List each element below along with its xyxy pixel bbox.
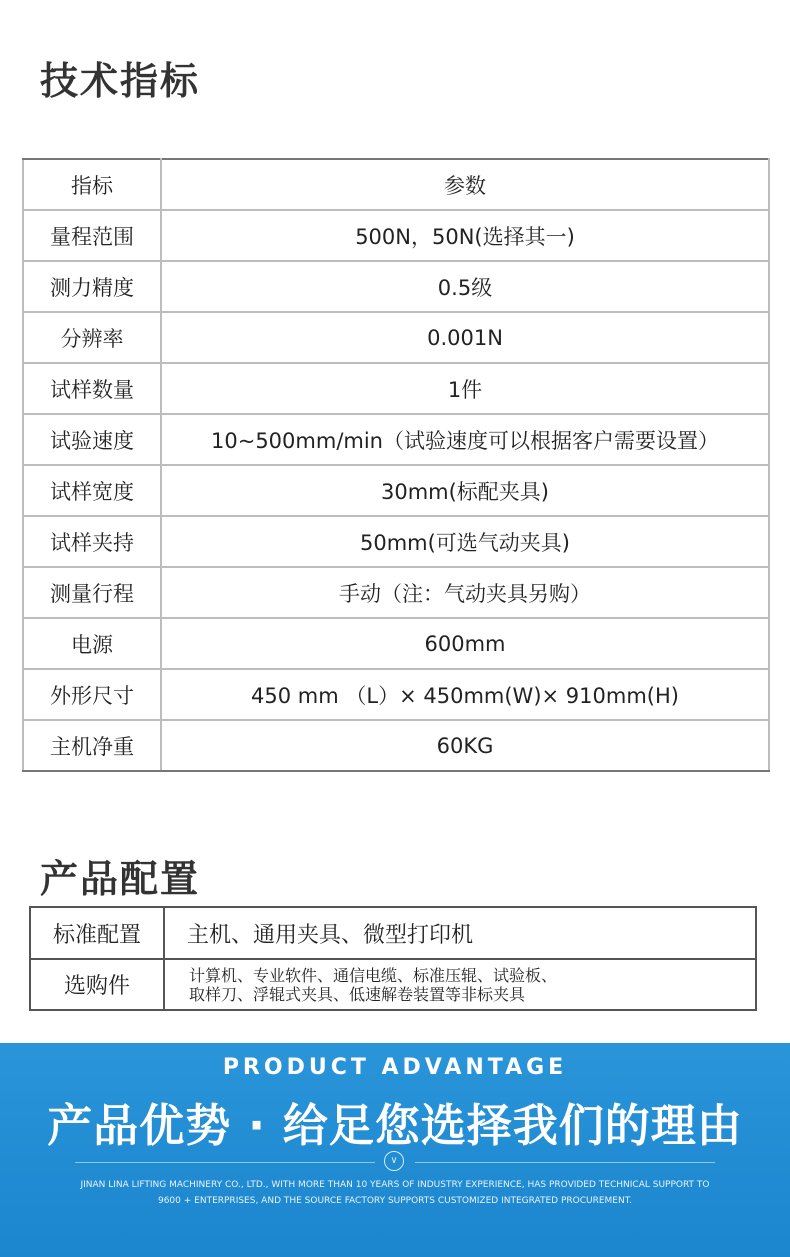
table-row — [23, 516, 769, 567]
table-row — [23, 414, 769, 465]
spec-value: 0.001N — [161, 312, 769, 363]
advantage-banner — [0, 1043, 790, 1257]
spec-key: 量程范围 — [23, 210, 161, 261]
banner-chinese-title: 产品优势 · 给足您选择我们的理由 — [47, 1099, 743, 1152]
spec-key: 试样宽度 — [23, 465, 161, 516]
spec-value: 手动（注：气动夹具另购） — [161, 567, 769, 618]
config-table — [29, 906, 757, 1011]
spec-table — [22, 158, 770, 772]
spec-value: 60KG — [161, 720, 769, 771]
spec-value: 参数 — [161, 159, 769, 210]
spec-key: 电源 — [23, 618, 161, 669]
spec-key: 测量行程 — [23, 567, 161, 618]
table-row — [23, 210, 769, 261]
table-row — [23, 159, 769, 210]
spec-key: 主机净重 — [23, 720, 161, 771]
divider-right — [415, 1162, 715, 1163]
table-row — [23, 720, 769, 771]
table-row — [23, 312, 769, 363]
spec-key: 试样数量 — [23, 363, 161, 414]
spec-value: 50mm(可选气动夹具) — [161, 516, 769, 567]
spec-key: 试样夹持 — [23, 516, 161, 567]
spec-value: 10~500mm/min（试验速度可以根据客户需要设置） — [161, 414, 769, 465]
spec-key: 外形尺寸 — [23, 669, 161, 720]
table-row — [23, 261, 769, 312]
optional-parts-line: 计算机、专业软件、通信电缆、标准压辊、试验板、 — [189, 965, 558, 985]
spec-value: 0.5级 — [161, 261, 769, 312]
banner-description-line: 9600 + ENTERPRISES, AND THE SOURCE FACTORY SUPPORTS CUSTOMIZED INTEGRATED PROCUREMENT. — [157, 1196, 632, 1206]
standard-config-value: 主机、通用夹具、微型打印机 — [164, 907, 756, 959]
table-row — [23, 465, 769, 516]
spec-value: 500N，50N(选择其一) — [161, 210, 769, 261]
spec-value: 1件 — [161, 363, 769, 414]
spec-value: 450 mm （L）× 450mm(W)× 910mm(H) — [161, 669, 769, 720]
spec-key: 分辨率 — [23, 312, 161, 363]
table-row — [23, 567, 769, 618]
config-section-title: 产品配置 — [40, 857, 201, 901]
table-row — [23, 618, 769, 669]
table-row — [30, 907, 756, 959]
divider-left — [75, 1162, 375, 1163]
table-row — [30, 959, 756, 1010]
banner-description-line: JINAN LINA LIFTING MACHINERY CO., LTD., WITH MORE THAN 10 YEARS OF INDUSTRY EXPERIENCE, HAS PROVIDED TECHNICAL SUPPORT TO — [80, 1180, 710, 1190]
optional-parts-value — [164, 959, 756, 1010]
table-row — [23, 363, 769, 414]
spec-key: 指标 — [23, 159, 161, 210]
banner-english-title: PRODUCT ADVANTAGE — [222, 1055, 568, 1080]
optional-parts-label: 选购件 — [30, 959, 164, 1010]
spec-section-title: 技术指标 — [40, 59, 201, 103]
standard-config-label: 标准配置 — [30, 907, 164, 959]
spec-value: 30mm(标配夹具) — [161, 465, 769, 516]
banner-description — [40, 1177, 750, 1209]
optional-parts-line: 取样刀、浮辊式夹具、低速解卷装置等非标夹具 — [189, 984, 526, 1004]
chevron-down-icon: ∨ — [384, 1151, 404, 1171]
spec-key: 试验速度 — [23, 414, 161, 465]
spec-value: 600mm — [161, 618, 769, 669]
table-row — [23, 669, 769, 720]
spec-key: 测力精度 — [23, 261, 161, 312]
